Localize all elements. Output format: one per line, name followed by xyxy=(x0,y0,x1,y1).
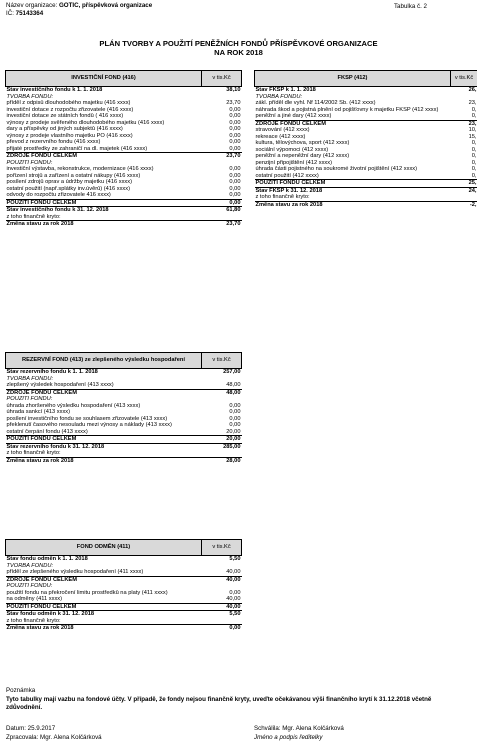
row-label: odvody do rozpočtu zřizovatele 416 xxxx) xyxy=(6,192,111,198)
row-label: z toho finančně kryto: xyxy=(6,617,61,624)
row-value: 23,70 xyxy=(202,153,242,160)
table-row xyxy=(255,87,477,94)
row-value: 40,00 xyxy=(226,596,241,602)
row-label: úhrada sankcí (413 xxxx) xyxy=(6,409,71,415)
row-value: 23,70 xyxy=(226,100,241,106)
table-row xyxy=(6,199,242,207)
table-row xyxy=(6,221,242,228)
row-value xyxy=(202,214,242,221)
row-label: příděl ze zlepšeného výsledku hospodaření (411 xxxx) xyxy=(6,569,144,575)
row-value: 0, xyxy=(471,172,477,179)
row-label: investiční dotace z rozpočtu zřizovatele (416 xxxx) xyxy=(6,106,134,113)
row-label: TVORBA FONDU: xyxy=(6,93,54,100)
row-value: 0,00 xyxy=(229,126,241,132)
row-label: rekreace (412 xxxx) xyxy=(255,133,306,140)
row-label: výnosy z prodeje svěřeného dlouhodobého majetku (416 xxxx) xyxy=(6,119,165,126)
row-value: 0,00 xyxy=(229,589,241,596)
row-label: POUŽITÍ FONDU CELKEM xyxy=(6,603,202,611)
row-label: ostatní použití (412 xxxx) xyxy=(255,172,319,179)
row-label: POUŽITÍ FONDU CELKEM xyxy=(255,180,451,188)
row-value: 0,00 xyxy=(229,132,241,139)
row-label: Stav rezervního fondu k 1. 1. 2018 xyxy=(6,369,202,376)
row-label: zlepšený výsledek hospodaření (413 xxxx) xyxy=(6,382,114,388)
table-row xyxy=(6,369,242,376)
row-value: 0,00 xyxy=(229,113,241,119)
table-row xyxy=(255,180,477,188)
table-row xyxy=(255,187,477,194)
row-value: -2, xyxy=(451,201,477,208)
row-value xyxy=(202,450,242,457)
row-value: 48,00 xyxy=(202,389,242,396)
row-value: 0, xyxy=(471,159,477,166)
table-row xyxy=(255,201,477,208)
row-label: TVORBA FONDU: xyxy=(255,93,303,100)
footer-date: Datum: 25.9.2017 xyxy=(6,725,56,732)
row-label: úhrada zhoršeného výsledku hospodaření (413 xxxx) xyxy=(6,402,141,409)
row-label: z toho finančně kryto: xyxy=(6,450,61,456)
unit-label: v tis.Kč xyxy=(202,353,242,369)
row-value: 40,00 xyxy=(202,603,242,611)
fund-heading: FKSP (412) xyxy=(255,71,451,87)
table-row xyxy=(6,625,242,632)
row-value: 0, xyxy=(471,113,477,119)
unit-label: v tis.Kč xyxy=(451,71,477,87)
table-row xyxy=(6,611,242,618)
table-row xyxy=(6,153,242,160)
row-value xyxy=(451,194,477,201)
ic-value: 75143364 xyxy=(15,10,44,17)
row-value: 40,00 xyxy=(202,576,242,583)
row-value: 257,00 xyxy=(202,369,242,376)
row-value: 26, xyxy=(451,87,477,94)
row-value: 0,00 xyxy=(229,185,241,192)
reward-fund-table xyxy=(5,539,242,632)
table-row xyxy=(6,569,242,576)
unit-label: v tis.Kč xyxy=(202,71,242,87)
row-label: posílení investičního fondu se souhlasem zřizovatele (413 xxxx) xyxy=(6,415,168,422)
table-row xyxy=(6,192,242,199)
row-value: 285,00 xyxy=(202,443,242,450)
table-row xyxy=(6,214,242,221)
fund-heading: FOND ODMĚN (411) xyxy=(6,540,202,556)
row-value: 0,00 xyxy=(202,199,242,207)
row-label: Stav FKSP k 31. 12. 2018 xyxy=(255,187,451,194)
row-label: penzijní připojištění (412 xxxx) xyxy=(255,159,333,166)
footer-prepared-by: Zpracovala: Mgr. Alena Kolčárková xyxy=(6,734,102,741)
row-label: z toho finančně kryto: xyxy=(6,213,61,220)
row-value xyxy=(202,618,242,625)
row-label: investiční dotace ze státních fondů ( 416 xxxx) xyxy=(6,113,124,119)
row-label: Změna stavu za rok 2018 xyxy=(255,201,451,208)
row-value: 0,00 xyxy=(229,422,241,428)
row-label: Stav rezervního fondu k 31. 12. 2018 xyxy=(6,443,202,450)
table-row xyxy=(6,436,242,444)
ic-line xyxy=(6,10,43,18)
table-row xyxy=(6,87,242,94)
row-value: 0, xyxy=(471,153,477,159)
row-label: výnosy z prodeje vlastního majetku PO (416 xxxx) xyxy=(6,132,133,139)
row-label: ZDROJE FONDU CELKEM xyxy=(6,389,202,396)
row-value: 0,00 xyxy=(202,625,242,632)
row-value: 0,00 xyxy=(229,139,241,145)
row-label: Změna stavu za rok 2018 xyxy=(6,221,202,228)
org-label: Název organizace: xyxy=(6,2,58,9)
table-number: Tabulka č. 2 xyxy=(393,3,427,10)
table-row xyxy=(255,120,477,127)
table-row xyxy=(6,596,242,603)
row-label: POUŽITÍ FONDU CELKEM xyxy=(6,436,202,444)
row-value: 0,00 xyxy=(229,172,241,179)
fund-header-row xyxy=(255,71,477,87)
row-value: 0,00 xyxy=(229,166,241,172)
row-label: překlenutí časového nesouladu mezi výnosy a náklady (413 xxxx) xyxy=(6,422,172,428)
row-label: peněžní a jiné dary (412 xxxx) xyxy=(255,113,332,119)
row-label: sociální výpomoci (412 xxxx) xyxy=(255,146,329,153)
row-value: 38,10 xyxy=(202,87,242,94)
table-row xyxy=(6,443,242,450)
row-value: 5,50 xyxy=(202,556,242,563)
row-value: 48,00 xyxy=(226,382,241,388)
row-label: peněžní a nepeněžní dary (412 xxxx) xyxy=(255,153,350,159)
table-row xyxy=(6,556,242,563)
row-label: POUŽITÍ FONDU: xyxy=(6,583,53,589)
row-label: přijaté prostředky ze zahraničí na dl. majetek (416 xxxx) xyxy=(6,145,148,152)
row-label: ZDROJE FONDU CELKEM xyxy=(255,120,451,127)
row-label: z toho finančně kryto: xyxy=(255,194,310,200)
row-label: TVORBA FONDU: xyxy=(6,562,54,569)
row-label: posílení zdrojů oprav a údržby majetku (416 xxxx) xyxy=(6,179,132,185)
fksp-table xyxy=(254,70,477,208)
footer-approved-by: Schválila: Mgr. Alena Kolčárková xyxy=(254,725,344,732)
row-value: 23, xyxy=(451,120,477,127)
row-label: POUŽITÍ FONDU: xyxy=(6,396,53,402)
table-row xyxy=(6,457,242,464)
page-subtitle: NA ROK 2018 xyxy=(214,48,263,57)
row-label: ZDROJE FONDU CELKEM xyxy=(6,576,202,583)
table-row xyxy=(6,382,242,389)
row-label: ZDROJE FONDU CELKEM xyxy=(6,153,202,160)
org-name-line xyxy=(6,2,152,10)
fund-header-row xyxy=(6,71,242,87)
table-row xyxy=(6,429,242,436)
row-label: zákl. příděl dle vyhl. Nf 114/2002 Sb. (412 xxxx) xyxy=(255,100,376,106)
row-label: příděl z odpisů dlouhodobého majetku (416 xxxx) xyxy=(6,100,131,106)
row-value: 24, xyxy=(451,187,477,194)
row-label: Změna stavu za rok 2018 xyxy=(6,457,202,464)
table-row xyxy=(6,207,242,214)
table-row xyxy=(6,618,242,625)
row-label: náhrada škod a pojistná plnění od pojišťovny k majetku FKSP (412 xxxx) xyxy=(255,106,439,113)
note-label: Poznámka xyxy=(6,687,36,694)
unit-label: v tis.Kč xyxy=(202,540,242,556)
row-label: Stav fondu odměn k 1. 1. 2018 xyxy=(6,556,202,563)
row-value: 23,70 xyxy=(202,221,242,228)
table-row xyxy=(6,576,242,583)
row-label: Stav investičního fondu k 31. 12. 2018 xyxy=(6,207,202,214)
fund-header-row xyxy=(6,540,242,556)
table-row xyxy=(255,113,477,120)
row-value: 0,00 xyxy=(229,409,241,415)
row-label: dary a příspěvky od jiných subjektů (416 xxxx) xyxy=(6,126,123,132)
row-label: stravování (412 xxxx) xyxy=(255,127,310,133)
row-value: 15, xyxy=(468,133,477,140)
row-label: ostatní čerpání fondu (413 xxxx) xyxy=(6,428,88,435)
org-name: GOTIC, příspěvková organizace xyxy=(58,2,153,9)
row-value: 0, xyxy=(471,166,477,172)
row-label: Stav FKSP k 1. 1. 2018 xyxy=(255,87,451,94)
row-value: 0, xyxy=(471,140,477,146)
note-text: Tyto tabulky mají vazbu na fondové účty. V případě, že fondy nejsou finančně kryty, uveďte očekávanou výši finančního krytí k 31.12.2018 včetně zdůvodnění. xyxy=(6,696,432,711)
row-value: 0,00 xyxy=(229,106,241,113)
row-value: 5,50 xyxy=(202,611,242,618)
reserve-fund-table xyxy=(5,352,242,464)
table-row xyxy=(6,450,242,457)
row-value: 23, xyxy=(468,100,477,106)
row-value: 0,00 xyxy=(229,145,241,152)
table-row xyxy=(6,603,242,611)
row-value: 20,00 xyxy=(226,428,241,435)
row-label: Změna stavu za rok 2018 xyxy=(6,625,202,632)
page-title: PLÁN TVORBY A POUŽITÍ PENĚŽNÍCH FONDŮ PŘÍSPĚVKOVÉ ORGANIZACE xyxy=(99,39,378,48)
row-value: 0,00 xyxy=(229,415,241,422)
row-value: 0,00 xyxy=(229,402,241,409)
row-value: 0, xyxy=(471,106,477,113)
row-label: TVORBA FONDU: xyxy=(6,375,54,382)
investment-fund-table xyxy=(5,70,242,228)
ic-label: IČ: xyxy=(6,10,14,17)
table-row xyxy=(255,194,477,201)
row-label: Stav investičního fondu k 1. 1. 2018 xyxy=(6,87,202,94)
row-label: pořízení strojů a zařízení a ostatní nákupy (416 xxxx) xyxy=(6,172,141,179)
row-label: POUŽITÍ FONDU: xyxy=(6,159,53,166)
row-value: 0,00 xyxy=(229,192,241,198)
row-label: na odměny (411 xxxx) xyxy=(6,596,63,602)
row-value: 40,00 xyxy=(226,569,241,575)
row-value: 20,00 xyxy=(202,436,242,444)
row-value: 0,00 xyxy=(229,119,241,126)
table-row xyxy=(6,146,242,153)
row-value: 10, xyxy=(468,127,477,133)
table-row xyxy=(6,389,242,396)
row-label: kultura, tělovýchova, sport (412 xxxx) xyxy=(255,140,350,146)
footer-signature-label xyxy=(254,734,322,742)
row-value: 61,80 xyxy=(202,207,242,214)
row-label: POUŽITÍ FONDU CELKEM xyxy=(6,199,202,207)
row-value: 28,00 xyxy=(202,457,242,464)
fund-header-row xyxy=(6,353,242,369)
table-row xyxy=(255,173,477,180)
signature-caption: Jméno a podpis ředitelky xyxy=(254,734,323,741)
row-label: Stav fondu odměn k 31. 12. 2018 xyxy=(6,611,202,618)
row-value: 25, xyxy=(451,180,477,188)
fund-heading: INVESTIČNÍ FOND (416) xyxy=(6,71,202,87)
fund-heading: REZERVNÍ FOND (413) ze zlepšeného výsledku hospodaření xyxy=(6,353,202,369)
row-label: použití fondu na překročení limitu prostředků na platy (411 xxxx) xyxy=(6,589,168,596)
row-label: úhrada části pojistného na soukromé životní pojištění (412 xxxx) xyxy=(255,166,418,172)
row-label: investiční výstavba, rekonstrukce, modernizace (416 xxxx) xyxy=(6,166,154,172)
row-label: převod z rezervního fondu (416 xxxx) xyxy=(6,139,101,145)
row-label: ostatní použití (např.splátky inv.úvěrů) (416 xxxx) xyxy=(6,185,130,192)
row-value: 0,00 xyxy=(229,179,241,185)
row-value: 0, xyxy=(471,146,477,153)
